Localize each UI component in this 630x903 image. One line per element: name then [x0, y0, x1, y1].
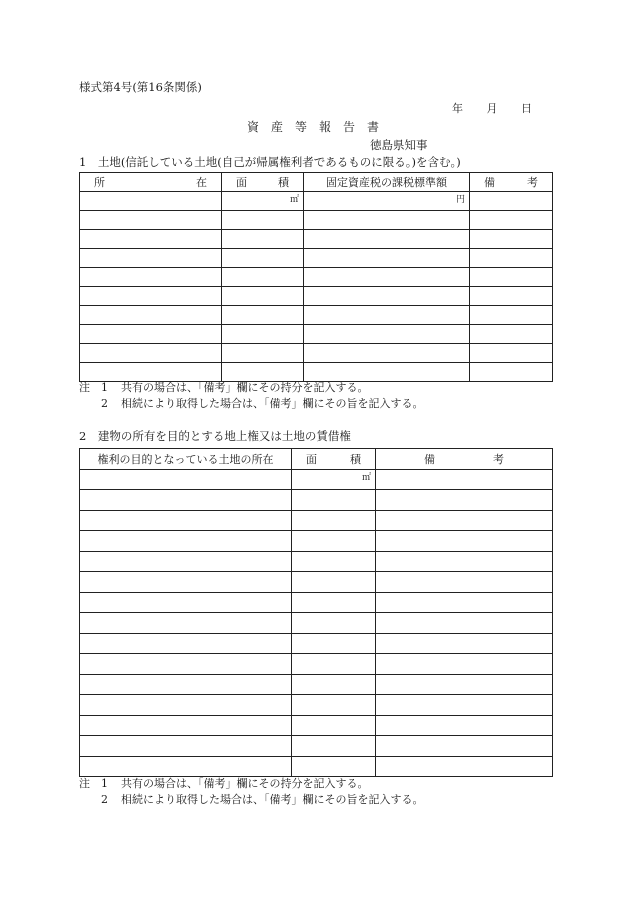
section2-title: 2 建物の所有を目的とする地上権又は土地の賃借権 — [79, 429, 351, 443]
tax-base-cell[interactable] — [304, 268, 470, 287]
land-location-cell[interactable] — [80, 613, 292, 634]
table-row — [80, 287, 553, 306]
land-location-cell[interactable] — [80, 736, 292, 757]
table-row — [80, 344, 553, 363]
land-table-header — [80, 173, 553, 192]
header-area: 面 積 — [222, 173, 304, 192]
area-cell[interactable] — [292, 695, 376, 716]
remarks-cell[interactable] — [470, 306, 553, 325]
remarks-cell[interactable] — [470, 211, 553, 230]
leasehold-table-header — [80, 449, 553, 470]
date-month: 月 — [486, 102, 498, 115]
location-cell[interactable] — [80, 211, 222, 230]
form-number: 様式第4号(第16条関係) — [79, 80, 202, 94]
land-location-cell[interactable] — [80, 654, 292, 675]
table-row — [80, 192, 553, 211]
addressee: 徳島県知事 — [370, 138, 428, 152]
land-location-cell[interactable] — [80, 695, 292, 716]
remarks-cell[interactable] — [376, 510, 553, 531]
location-cell[interactable] — [80, 363, 222, 382]
table-row — [80, 531, 553, 552]
header-land-location: 権利の目的となっている土地の所在 — [80, 449, 292, 470]
area-unit-cell: ㎡ — [292, 469, 376, 490]
area-cell[interactable] — [292, 633, 376, 654]
area-cell[interactable] — [292, 510, 376, 531]
tax-base-cell[interactable] — [304, 363, 470, 382]
table-row — [80, 306, 553, 325]
area-cell[interactable] — [292, 613, 376, 634]
section1-notes — [79, 380, 424, 412]
table-row — [80, 268, 553, 287]
remarks-cell[interactable] — [376, 572, 553, 593]
header-area: 面 積 — [292, 449, 376, 470]
date-day: 日 — [521, 102, 532, 115]
table-row — [80, 592, 553, 613]
table-row — [80, 249, 553, 268]
location-cell[interactable] — [80, 287, 222, 306]
table-row — [80, 715, 553, 736]
section1-title: 1 土地(信託している土地(自己が帰属権利者であるものに限る。)を含む。) — [79, 155, 461, 169]
area-cell[interactable] — [292, 490, 376, 511]
land-location-cell[interactable] — [80, 592, 292, 613]
area-cell[interactable] — [222, 306, 304, 325]
tax-base-cell[interactable] — [304, 306, 470, 325]
land-location-cell[interactable] — [80, 633, 292, 654]
remarks-cell[interactable] — [376, 695, 553, 716]
table-row — [80, 613, 553, 634]
remarks-cell[interactable] — [376, 613, 553, 634]
table-row — [80, 674, 553, 695]
document-title: 資産等報告書 — [247, 120, 392, 134]
tax-base-cell[interactable] — [304, 211, 470, 230]
remarks-cell[interactable] — [376, 490, 553, 511]
area-cell[interactable] — [222, 230, 304, 249]
area-cell[interactable] — [292, 551, 376, 572]
area-cell[interactable] — [292, 756, 376, 777]
table-row — [80, 325, 553, 344]
remarks-cell[interactable] — [470, 192, 553, 211]
header-tax-base: 固定資産税の課税標準額 — [304, 173, 470, 192]
date-line — [452, 103, 532, 114]
area-cell[interactable] — [222, 363, 304, 382]
location-cell[interactable] — [80, 192, 222, 211]
land-location-cell[interactable] — [80, 756, 292, 777]
area-cell[interactable] — [292, 674, 376, 695]
table-row — [80, 572, 553, 593]
remarks-cell[interactable] — [376, 715, 553, 736]
table-row — [80, 230, 553, 249]
area-cell[interactable] — [222, 325, 304, 344]
remarks-cell[interactable] — [470, 344, 553, 363]
area-cell[interactable] — [292, 736, 376, 757]
note-2: 2 相続により取得した場合は、「備考」欄にその旨を記入する。 — [101, 793, 424, 806]
location-cell[interactable] — [80, 268, 222, 287]
table-row — [80, 551, 553, 572]
note-2: 2 相続により取得した場合は、「備考」欄にその旨を記入する。 — [101, 397, 424, 410]
area-cell[interactable] — [222, 344, 304, 363]
table-row — [80, 736, 553, 757]
area-cell[interactable] — [292, 715, 376, 736]
note-1: 注 1 共有の場合は、「備考」欄にその持分を記入する。 — [79, 381, 369, 394]
land-location-cell[interactable] — [80, 469, 292, 490]
remarks-cell[interactable] — [470, 363, 553, 382]
remarks-cell[interactable] — [376, 654, 553, 675]
remarks-cell[interactable] — [376, 674, 553, 695]
table-row — [80, 756, 553, 777]
tax-base-cell[interactable] — [304, 230, 470, 249]
land-location-cell[interactable] — [80, 674, 292, 695]
land-location-cell[interactable] — [80, 715, 292, 736]
remarks-cell[interactable] — [470, 268, 553, 287]
header-remarks: 備 考 — [376, 449, 553, 470]
remarks-cell[interactable] — [376, 469, 553, 490]
table-row — [80, 469, 553, 490]
remarks-cell[interactable] — [376, 551, 553, 572]
tax-base-cell[interactable] — [304, 325, 470, 344]
area-cell[interactable] — [222, 268, 304, 287]
leasehold-table — [79, 448, 553, 777]
location-cell[interactable] — [80, 306, 222, 325]
land-location-cell[interactable] — [80, 551, 292, 572]
remarks-cell[interactable] — [376, 592, 553, 613]
area-unit-cell: ㎡ — [222, 192, 304, 211]
land-table — [79, 172, 553, 382]
tax-base-cell[interactable] — [304, 344, 470, 363]
header-location: 所 在 — [80, 173, 222, 192]
area-cell[interactable] — [222, 211, 304, 230]
location-cell[interactable] — [80, 344, 222, 363]
area-cell[interactable] — [292, 531, 376, 552]
remarks-cell[interactable] — [470, 230, 553, 249]
location-cell[interactable] — [80, 249, 222, 268]
land-location-cell[interactable] — [80, 531, 292, 552]
remarks-cell[interactable] — [470, 249, 553, 268]
remarks-cell[interactable] — [376, 736, 553, 757]
land-location-cell[interactable] — [80, 572, 292, 593]
table-row — [80, 695, 553, 716]
header-remarks: 備 考 — [470, 173, 553, 192]
area-cell[interactable] — [292, 592, 376, 613]
date-year: 年 — [452, 102, 463, 115]
remarks-cell[interactable] — [376, 756, 553, 777]
table-row — [80, 510, 553, 531]
table-row — [80, 490, 553, 511]
location-cell[interactable] — [80, 325, 222, 344]
area-cell[interactable] — [292, 572, 376, 593]
table-row — [80, 654, 553, 675]
area-cell[interactable] — [222, 287, 304, 306]
land-location-cell[interactable] — [80, 490, 292, 511]
area-cell[interactable] — [292, 654, 376, 675]
tax-base-cell[interactable] — [304, 287, 470, 306]
table-row — [80, 211, 553, 230]
amount-unit-cell: 円 — [304, 192, 470, 211]
remarks-cell[interactable] — [470, 287, 553, 306]
location-cell[interactable] — [80, 230, 222, 249]
remarks-cell[interactable] — [470, 325, 553, 344]
table-row — [80, 633, 553, 654]
remarks-cell[interactable] — [376, 531, 553, 552]
tax-base-cell[interactable] — [304, 249, 470, 268]
table-row — [80, 363, 553, 382]
section2-notes — [79, 776, 424, 808]
remarks-cell[interactable] — [376, 633, 553, 654]
note-1: 注 1 共有の場合は、「備考」欄にその持分を記入する。 — [79, 777, 369, 790]
land-location-cell[interactable] — [80, 510, 292, 531]
area-cell[interactable] — [222, 249, 304, 268]
